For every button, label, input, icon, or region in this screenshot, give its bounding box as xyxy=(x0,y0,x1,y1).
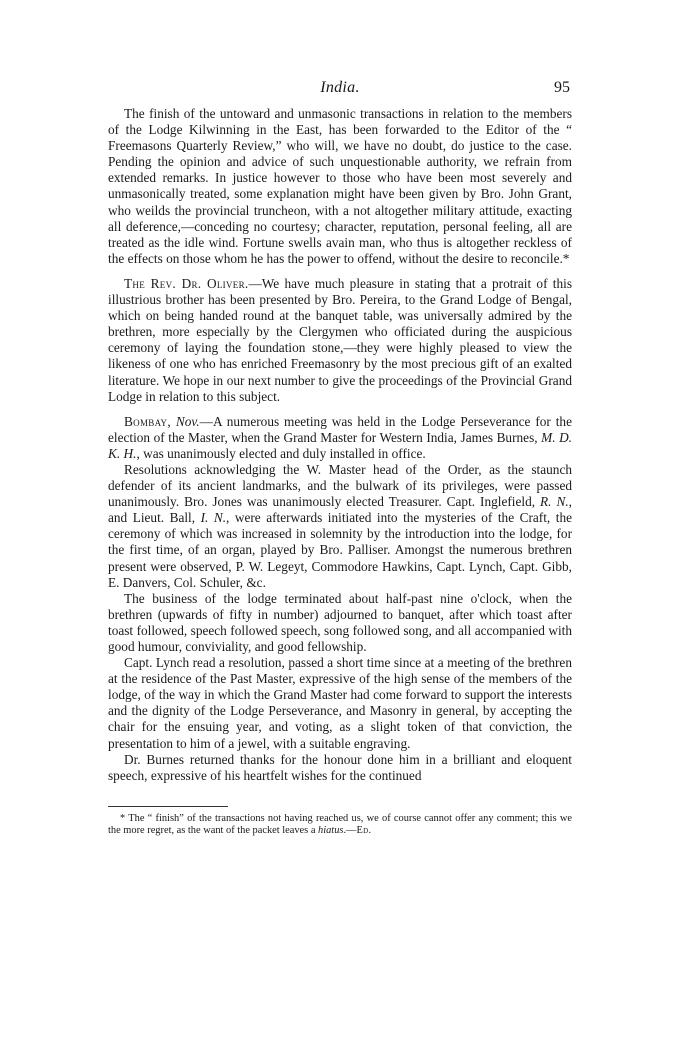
footnote xyxy=(108,813,572,838)
running-title: India. xyxy=(320,79,360,96)
paragraph-resolutions xyxy=(108,462,572,591)
page-header xyxy=(108,80,572,106)
book-page xyxy=(108,80,572,848)
paragraph-text: The finish of the untoward and unmasonic transactions in relation to the members of the Lodge Kilwinning in the East, has been forwarded to the Editor of the “ Freemasons Quarterly Review,” who will, we have no doubt, do justice to the case. Pending the opinion and advice of such unquestionable authority, we refrain from extended remarks. In justice however to those who have been most severely and unmasonically treated, some explanation might have been given by Bro. John Grant, who weilds the provincial truncheon, with a not altogether military attitude, exacting all deference,—conceding no courtesy; character, reputation, personal feeling, all are treated as the idle wind. Fortune swells avain man, who thus is altogether reckless of the effects on those whom he has the power to offend, without the desire to reconcile.* xyxy=(108,106,572,266)
footnote-text: * The “ finish” of the transactions not having reached us, we of course cannot offer any comment; this we the more regret, as the want of the packet leaves a xyxy=(108,812,572,837)
paragraph-bombay xyxy=(108,414,572,462)
paragraph-lead: The Rev. Dr. Oliver. xyxy=(124,275,249,291)
paragraph-dr-oliver xyxy=(108,276,572,405)
footnote-text: .— xyxy=(343,825,357,837)
paragraph-italic: R. N. xyxy=(540,494,569,510)
paragraph-text: , and Lieut. Ball, xyxy=(108,494,572,526)
paragraph-italic: I. N. xyxy=(200,510,227,526)
paragraph-italic: M. D. K. H. xyxy=(108,429,573,461)
paragraph-lead-date: Nov. xyxy=(170,413,200,429)
paragraph-text: Resolutions acknowledging the W. Master head of the Order, as the staunch defender of its ancient landmarks, and the bulwark of its privileges, were passed unanimously. Bro. Jones was unanimously elected Treasurer. Capt. Inglefield, xyxy=(108,461,572,510)
paragraph-text: —We have much pleasure in stating that a protrait of this illustrious brother has been presented by Bro. Pereira, to the Grand Lodge of Bengal, which on being handed round at the banquet table, was universally admired by the brethren, more especially by the Clergymen who officiated during the auspicious ceremony of laying the foundation stone,—they were highly pleased to view the likeness of one who has enriched Freemasonry by the most precious gift of an exalted literature. We hope in our next number to give the proceedings of the Provincial Grand Lodge in relation to this subject. xyxy=(108,275,572,404)
paragraph-banquet xyxy=(108,591,572,655)
paragraph-text: Capt. Lynch read a resolution, passed a short time since at a meeting of the brethren at the residence of the Past Master, expressive of the high sense of the members of the lodge, of the way in which the Grand Master had come forward to support the interests and the dignity of the Lodge Perseverance, and Masonry in general, by accepting the chair for the ensuing year, and voting, as a slight token of that conviction, the presentation to him of a jewel, with a suitable engraving. xyxy=(108,655,572,751)
paragraph-text: , were afterwards initiated into the mysteries of the Craft, the ceremony of which was increased in solemnity by the introduction into the lodge, for the first time, of an organ, played by Bro. Palliser. Amongst the numerous brethren present were observed, P. W. Legeyt, Commodore Hawkins, Capt. Lynch, Capt. Gibb, E. Danvers, Col. Schuler, &c. xyxy=(108,510,572,590)
paragraph-capt-lynch xyxy=(108,655,572,752)
footnote-divider xyxy=(108,806,228,807)
paragraph-text: —A numerous meeting was held in the Lodge Perseverance for the election of the Master, when the Grand Master for Western India, James Burnes, xyxy=(108,413,572,445)
paragraph-text: Dr. Burnes returned thanks for the honour done him in a brilliant and eloquent speech, expressive of his heartfelt wishes for the continued xyxy=(108,751,572,783)
paragraph-kilwinning xyxy=(108,106,572,267)
paragraph-text: The business of the lodge terminated about half-past nine o'clock, when the brethren (upwards of fifty in number) adjourned to banquet, after which toast after toast followed, speech followed speech, song followed song, and all accompanied with good humour, conviviality, and good fellowship. xyxy=(108,590,572,654)
footnote-signature: Ed. xyxy=(356,825,372,837)
paragraph-dr-burnes xyxy=(108,752,572,784)
paragraph-lead: Bombay, xyxy=(124,413,171,429)
paragraph-text: , was unanimously elected and duly installed in office. xyxy=(136,445,426,461)
page-number: 95 xyxy=(554,79,570,96)
footnote-italic: hiatus xyxy=(318,825,344,837)
